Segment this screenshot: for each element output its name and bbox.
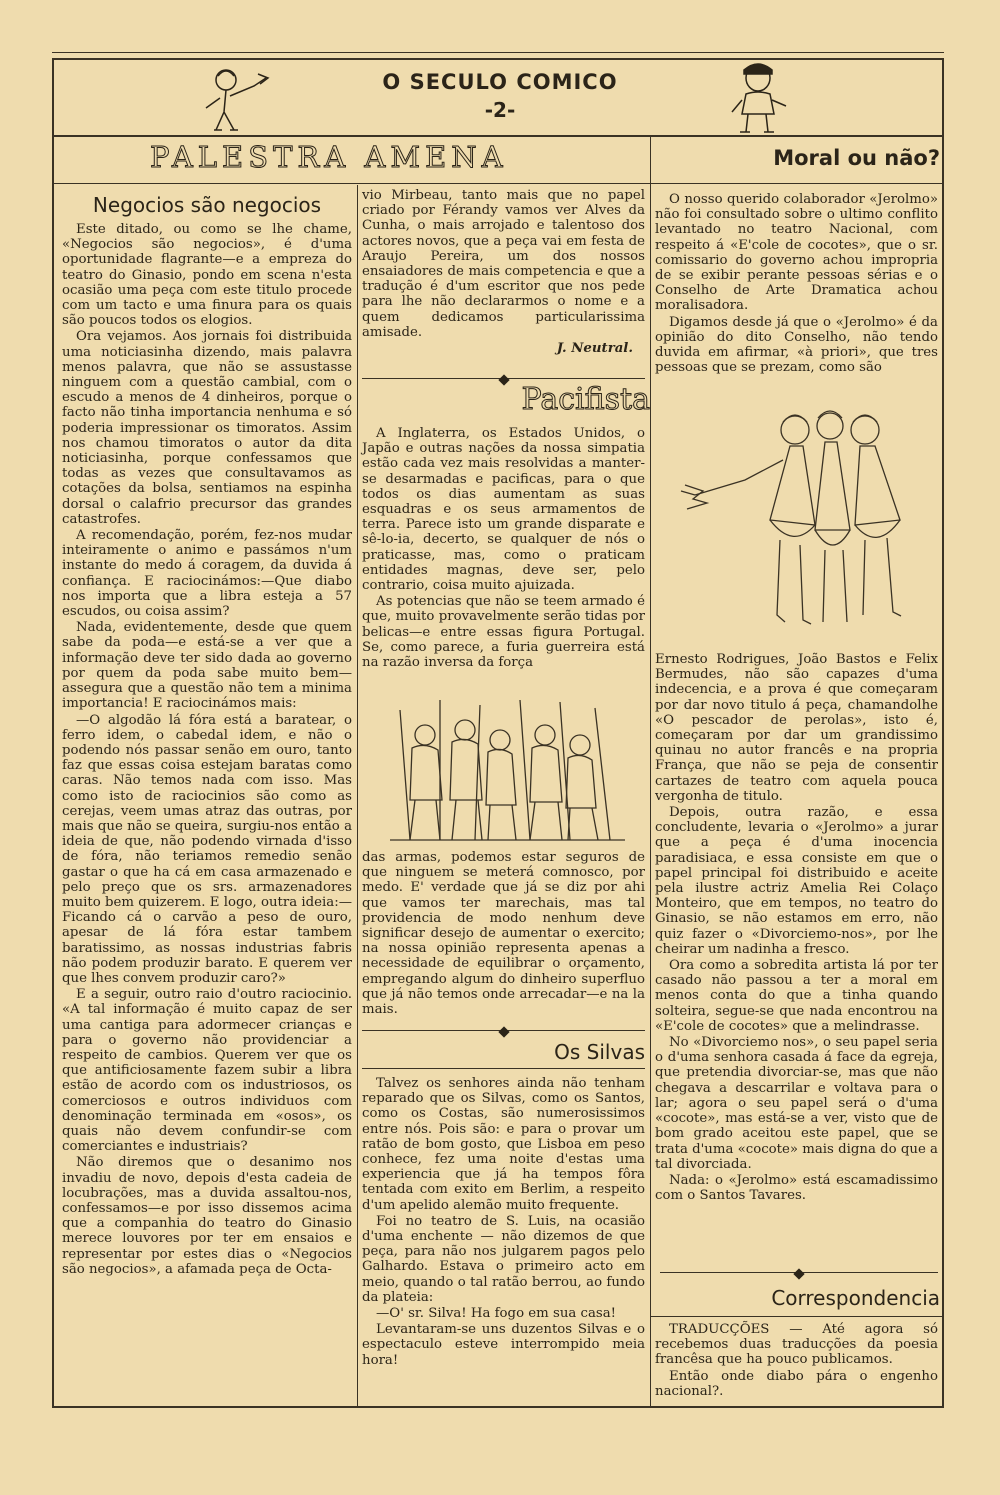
negocios-paragraph: —O algodão lá fóra está a baratear, o ferro idem, o cabedal idem, e não o podendo nós passar senão em ouro, tanto faz que essas coisa estejam baratas como caras. Não temos nada com isso. Mas como isto de raciocinios são como as cerejas, veem umas atraz das outras, por mais que não se queira, surgiu-nos então a ideia de que, não podendo virnada d'isso de fóra, não teriamos remedio senão gastar o que ha cá em casa armazenado e pelo preço que os srs. armazenadores muito bem quizerem. E logo, outra ideia:—Ficando cá o carvão a peso de ouro, apesar de lá fóra estar tambem baratissimo, as nossas industrias fabris não podem produzir barato. E querem ver que lhes convem produzir caro?» xyxy=(62,712,352,986)
ladies-illustration xyxy=(665,400,935,650)
caricature-right xyxy=(726,60,796,136)
banner-rule xyxy=(52,183,650,184)
moral-paragraph: Nada: o «Jerolmo» está escamadissimo com o Santos Tavares. xyxy=(655,1172,938,1204)
column-divider-2 xyxy=(650,137,651,1407)
silvas-paragraph: Talvez os senhores ainda não tenham reparado que os Silvas, como os Santos, como os Costas, são numerosissimos entre nós. Pois são: e para o provar um ratão de bom gosto, que Lisboa em peso conhece, fez uma noite d'estas uma experiencia que já ha tempos fôra tentada com exito em Berlim, a respeito d'um apelido alemão muito frequente. xyxy=(362,1076,645,1213)
silvas-paragraph: Levantaram-se uns duzentos Silvas e o espectaculo esteve interrompido meia hora! xyxy=(362,1322,645,1368)
moral-rule xyxy=(650,183,944,184)
pacifista-paragraph: A Inglaterra, os Estados Unidos, o Japão e outras nações da nossa simpatia estão cada vez mais resolvidas a manter-se desarmadas e pacificas, para o que todos os dias aumentam as suas esquadras e os seus armamentos de terra. Parece isto um grande disparate e sê-lo-ia, decerto, se qualquer de nós o praticasse, mas, como o praticam entidades magnas, deve ser, pelo contrario, coisa muito ajuizada. xyxy=(362,426,645,594)
negocios-paragraph: Nada, evidentemente, desde que quem sabe da poda—e está-se a ver que a informação deve ter sido dada ao governo por quem da poda sabe muito bem—assegura que a questão não tem a minima importancia! E raciocinámos mais: xyxy=(62,620,352,712)
article-title-negocios: Negocios são negocios xyxy=(92,193,322,217)
moral-paragraph: Digamos desde já que o «Jerolmo» é da opinião do dito Conselho, não tendo duvida em afirmar, «à priori», que tres pessoas que se prezam, como são xyxy=(655,314,938,376)
correspondencia-rule xyxy=(650,1316,944,1317)
silvas-rule xyxy=(362,1068,645,1069)
masthead-title: O SECULO COMICO xyxy=(382,70,618,94)
correspondencia-text xyxy=(655,1322,938,1400)
correspondencia-title: Correspondencia xyxy=(771,1286,940,1310)
correspondencia-paragraph: Então onde diabo pára o engenho nacional?. xyxy=(655,1368,938,1399)
negocios-continuation: vio Mirbeau, tanto mais que no papel criado por Férandy vamos ver Alves da Cunha, o mais arrojado e talentoso dos actores novos, que a peça vai em festa de Araujo Pereira, um dos nossos ensaiadores de mais competencia e que a tradução é d'um escritor que nos pede para lhe não declararmos o nome e a quem dedicamos particularissima amisade. xyxy=(362,188,645,340)
negocios-paragraph: Este ditado, ou como se lhe chame, «Negocios são negocios», é d'uma oportunidade flagrante—e a empreza do teatro do Ginasio, pondo em scena n'esta ocasião uma peça com este titulo procede com um tacto e uma finura para os quais são poucos todos os elogios. xyxy=(62,222,352,329)
ornament-divider xyxy=(362,1030,645,1037)
moral-text-bottom xyxy=(655,652,938,1204)
pacifista-title: Pacifista xyxy=(521,382,650,417)
negocios-paragraph: Não diremos que o desanimo nos invadiu de novo, depois d'esta cadeia de locubrações, mas a duvida assaltou-nos, confessamos—e por isso dissemos acima que a companhia do teatro do Ginasio merece louvores por ter em ensaios e representar por estes dias o «Negocios são negocios», a afamada peça de Octa- xyxy=(62,1155,352,1277)
caricature-left xyxy=(196,64,276,134)
correspondencia-paragraph: TRADUCÇÕES — Até agora só recebemos duas traducções da poesia francêsa que ha pouco publicamos. xyxy=(655,1322,938,1368)
moral-paragraph: Depois, outra razão, e essa concludente, levaria o «Jerolmo» a jurar que a peça é d'uma inocencia paradisiaca, e essa consiste em que o papel principal foi distribuido e aceite pela ilustre actriz Amelia Rei Colaço Monteiro, que em tempos, no teatro do Ginasio, se não estamos em erro, não quiz fazer o «Divorciemo-nos», por lhe cheirar um nadinha a fresco. xyxy=(655,805,938,957)
moral-paragraph: Ora como a sobredita artista lá por ter casado não passou a ter a moral em menos conta do que a tinha quando solteira, segue-se que nada encontrou na «E'cole de cocotes» que a melindrasse. xyxy=(655,958,938,1034)
silvas-paragraph: Foi no teatro de S. Luis, na ocasião d'uma enchente — não dizemos de que peça, para não nos julgarem pagos pelo Galhardo. Estava o primeiro acto em meio, quando o tal ratão berrou, ao fundo da plateia: xyxy=(362,1213,645,1305)
pacifista-text-bottom xyxy=(362,850,645,1018)
column-divider-1 xyxy=(357,185,358,1407)
signature: J. Neutral. xyxy=(556,341,633,357)
ornament-divider xyxy=(660,1272,938,1279)
negocios-paragraph: Ora vejamos. Aos jornais foi distribuida uma noticiasinha dizendo, mais palavra menos palavra, que não se assustasse ninguem com a questão cambial, com o escudo a menos de 4 dinheiros, porque o facto não tinha importancia nenhuma e só poderia impressionar os timoratos. Assim nos chamou timoratos o autor da dita noticiasinha, porque confessamos que todas as vezes que consultavamos as cotações da bolsa, sentiamos na espinha dorsal o calafrio precursor das grandes catastrofes. xyxy=(62,329,352,527)
column-1 xyxy=(62,222,352,1402)
pacifista-text-top xyxy=(362,426,645,671)
moral-paragraph: No «Divorciemo nos», o seu papel seria o d'uma senhora casada á face da egreja, que pretendia divorciar-se, mas que não chegava a descarrilar e voltava para o lar; agora o seu papel será o d'uma «cocote», mas está-se a ver, visto que de bom grado aceitou este papel, que se trata d'uma «cocote» mais digna do que a tal divorciada. xyxy=(655,1035,938,1172)
silvas-text xyxy=(362,1076,645,1401)
moral-text-top xyxy=(655,192,938,376)
moral-title: Moral ou não? xyxy=(773,146,940,170)
moral-paragraph: O nosso querido colaborador «Jerolmo» não foi consultado sobre o ultimo conflito levantado no teatro Nacional, com respeito á «E'cole de cocotes», que o sr. comissario do governo achou impropria de se exibir perante pessoas sérias e o Conselho de Arte Dramatica achou moralisadora. xyxy=(655,192,938,314)
column-2-continuation xyxy=(362,188,645,357)
masthead-rule xyxy=(52,135,944,137)
negocios-paragraph: A recomendação, porém, fez-nos mudar inteiramente o animo e passámos n'um instante do medo á coragem, da duvida á confiança. E raciocinámos:—Que diabo nos importa que a libra esteja a 57 escudos, ou coisa assim? xyxy=(62,528,352,620)
top-rule xyxy=(52,52,944,53)
silvas-paragraph: —O' sr. Silva! Ha fogo em sua casa! xyxy=(376,1306,617,1322)
pacifista-paragraph: As potencias que não se teem armado é que, muito provavelmente serão tidas por belicas—e entre essas figura Portugal. Se, como parece, a furia guerreira está na razão inversa da força xyxy=(362,594,645,671)
page-number: -2- xyxy=(484,98,516,122)
negocios-paragraph: E a seguir, outro raio d'outro raciocinio. «A tal informação é muito capaz de ser uma cantiga para adormecer crianças e para o governo não providenciar a respeito de cambios. Querem ver que os que antificiosamente fazem subir a libra estão de acordo com os industriosos, os comerciosos e outros individuos com denominação terminada em «osos», os quais não devem confundir-se com comerciantes e industriais? xyxy=(62,987,352,1155)
palestra-amena-banner: PALESTRA AMENA xyxy=(150,140,508,174)
moral-paragraph: Ernesto Rodrigues, João Bastos e Felix Bermudes, não são capazes d'uma indecencia, e a prova é que começaram por dar novo titulo á peça, chamandolhe «O pescador de perolas», isto é, começaram por dar um grandissimo quinau no autor francês e na propria França, que não se peja de consentir cartazes de teatro com aquela pouca vergonha de titulo. xyxy=(655,652,938,804)
pacifista-paragraph: das armas, podemos estar seguros de que ninguem se meterá comnosco, por medo. E' verdade que já se diz por ahi que vamos ter marechais, mas tal providencia de modo nenhum deve significar desejo de aumentar o exercito; na nossa opinião representa apenas a necessidade de equilibrar o orçamento, empregando algum do dinheiro superfluo que já não temos onde arrecadar—e na la mais. xyxy=(362,850,645,1018)
silvas-title: Os Silvas xyxy=(554,1040,645,1064)
soldiers-illustration xyxy=(370,690,645,850)
